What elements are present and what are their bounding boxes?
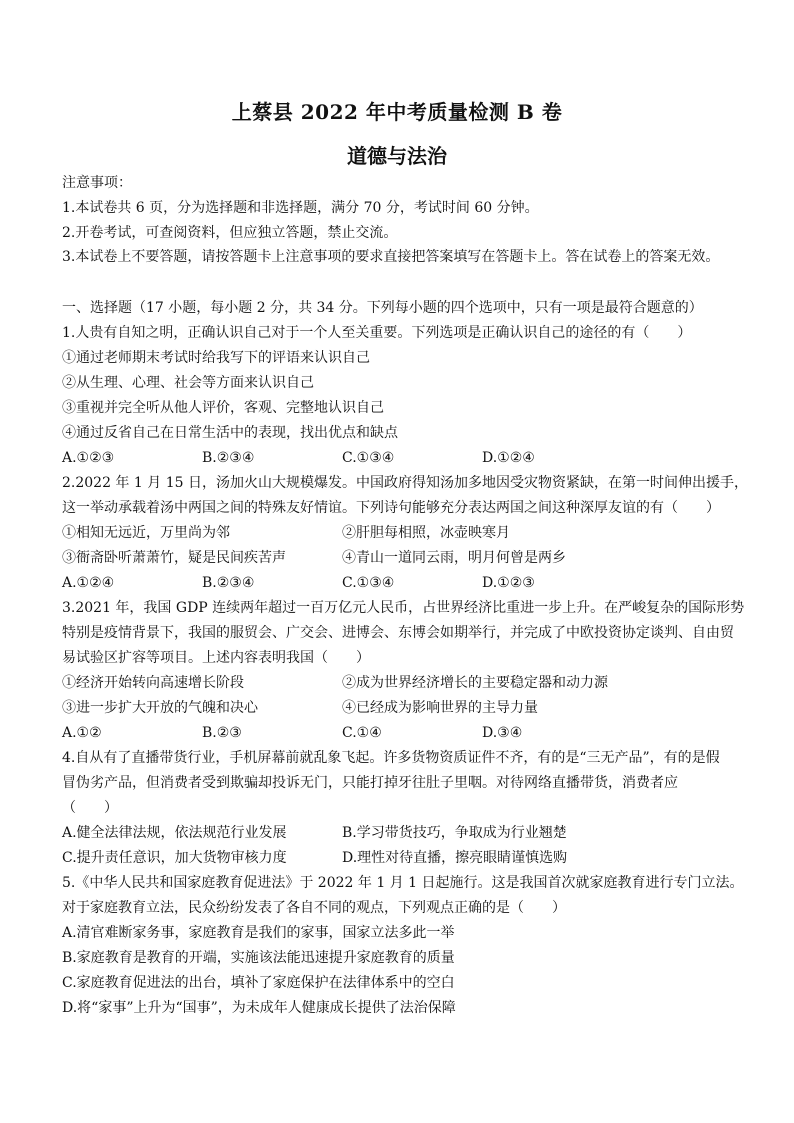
q5-option-a: A.清官难断家务事，家庭教育是我们的家事，国家立法多此一举 <box>62 925 455 941</box>
q5-option-c: C.家庭教育促进法的出台，填补了家庭保护在法律体系中的空白 <box>62 975 455 991</box>
notice-item: 2.开卷考试，可查阅资料，但应独立答题，禁止交流。 <box>62 225 398 241</box>
q3-statement: ④已经成为影响世界的主导力量 <box>342 700 538 716</box>
q2-statement: ②肝胆每相照，冰壶映寒月 <box>342 525 510 541</box>
q3-statement: ③进一步扩大开放的气魄和决心 <box>62 700 258 716</box>
q3-stem: 特别是疫情背景下，我国的服贸会、广交会、进博会、东博会如期举行，并完成了中欧投资协定谈判、自由贸 <box>62 625 734 641</box>
q1-statement: ④通过反省自己在日常生活中的表现，找出优点和缺点 <box>62 425 398 441</box>
q4-stem: 冒伪劣产品，但消费者受到欺骗却投诉无门，只能打掉牙往肚子里咽。对待网络直播带货，消费者应 <box>62 775 678 791</box>
section-heading: 一、选择题（17 小题，每小题 2 分，共 34 分。下列每小题的四个选项中，只有一项是最符合题意的） <box>62 300 703 316</box>
q4-option-c: C.提升责任意识，加大货物审核力度 <box>62 850 287 866</box>
q5-stem: 对于家庭教育立法，民众纷纷发表了各自不同的观点，下列观点正确的是（ ） <box>62 900 566 916</box>
q1-option-d: D.①②④ <box>482 450 535 466</box>
q2-stem: 2.2022 年 1 月 15 日，汤加火山大规模爆发。中国政府得知汤加多地因受灾物资紧缺，在第一时间伸出援手， <box>62 475 748 491</box>
q4-stem: 4.自从有了直播带货行业，手机屏幕前就乱象飞起。许多货物资质证件不齐，有的是“三无产品”，有的是假 <box>62 750 720 766</box>
q2-stem: 这一举动承载着汤中两国之间的特殊友好情谊。下列诗句能够充分表达两国之间这种深厚友谊的有（ ） <box>62 500 720 516</box>
q3-statement: ①经济开始转向高速增长阶段 <box>62 675 244 691</box>
q3-statement: ②成为世界经济增长的主要稳定器和动力源 <box>342 675 608 691</box>
q1-statement: ②从生理、心理、社会等方面来认识自己 <box>62 375 314 391</box>
q2-option-b: B.②③④ <box>202 575 255 591</box>
q5-stem: 5.《中华人民共和国家庭教育促进法》于 2022 年 1 月 1 日起施行。这是我国首次就家庭教育进行专门立法。 <box>62 875 744 891</box>
q2-statement: ③衙斋卧听萧萧竹，疑是民间疾苦声 <box>62 550 286 566</box>
q2-statement: ④青山一道同云雨，明月何曾是两乡 <box>342 550 566 566</box>
q4-option-a: A.健全法律法规，依法规范行业发展 <box>62 825 287 841</box>
q2-option-d: D.①②③ <box>482 575 535 591</box>
q2-option-c: C.①③④ <box>342 575 395 591</box>
q1-statement: ③重视并完全听从他人评价，客观、完整地认识自己 <box>62 400 384 416</box>
q4-option-b: B.学习带货技巧，争取成为行业翘楚 <box>342 825 567 841</box>
q4-stem: （ ） <box>62 800 118 816</box>
q3-stem: 易试验区扩容等项目。上述内容表明我国（ ） <box>62 650 370 666</box>
q4-option-d: D.理性对待直播，擦亮眼睛谨慎选购 <box>342 850 568 866</box>
q3-option-b: B.②③ <box>202 725 242 741</box>
q3-option-c: C.①④ <box>342 725 382 741</box>
q1-option-b: B.②③④ <box>202 450 255 466</box>
q2-statement: ①相知无远近，万里尚为邻 <box>62 525 230 541</box>
q1-statement: ①通过老师期末考试时给我写下的评语来认识自己 <box>62 350 370 366</box>
q3-stem: 3.2021 年，我国 GDP 连续两年超过一百万亿元人民币，占世界经济比重进一步上升。在严峻复杂的国际形势 <box>62 600 745 616</box>
subject-title: 道德与法治 <box>347 144 447 168</box>
notice-heading: 注意事项： <box>62 175 132 191</box>
q1-stem: 1.人贵有自知之明，正确认识自己对于一个人至关重要。下列选项是正确认识自己的途径的有（ ） <box>62 325 692 341</box>
q2-option-a: A.①②④ <box>62 575 115 591</box>
notice-item: 3.本试卷上不要答题，请按答题卡上注意事项的要求直接把答案填写在答题卡上。答在试卷上的答案无效。 <box>62 249 720 265</box>
q3-option-d: D.③④ <box>482 725 523 741</box>
exam-title: 上蔡县 2022 年中考质量检测 B 卷 <box>231 100 563 124</box>
q5-option-b: B.家庭教育是教育的开端，实施该法能迅速提升家庭教育的质量 <box>62 950 455 966</box>
q1-option-c: C.①③④ <box>342 450 395 466</box>
q1-option-a: A.①②③ <box>62 450 115 466</box>
q3-option-a: A.①② <box>62 725 102 741</box>
q5-option-d: D.将“家事”上升为“国事”，为未成年人健康成长提供了法治保障 <box>62 1000 456 1016</box>
notice-item: 1.本试卷共 6 页，分为选择题和非选择题，满分 70 分，考试时间 60 分钟。 <box>62 200 539 216</box>
